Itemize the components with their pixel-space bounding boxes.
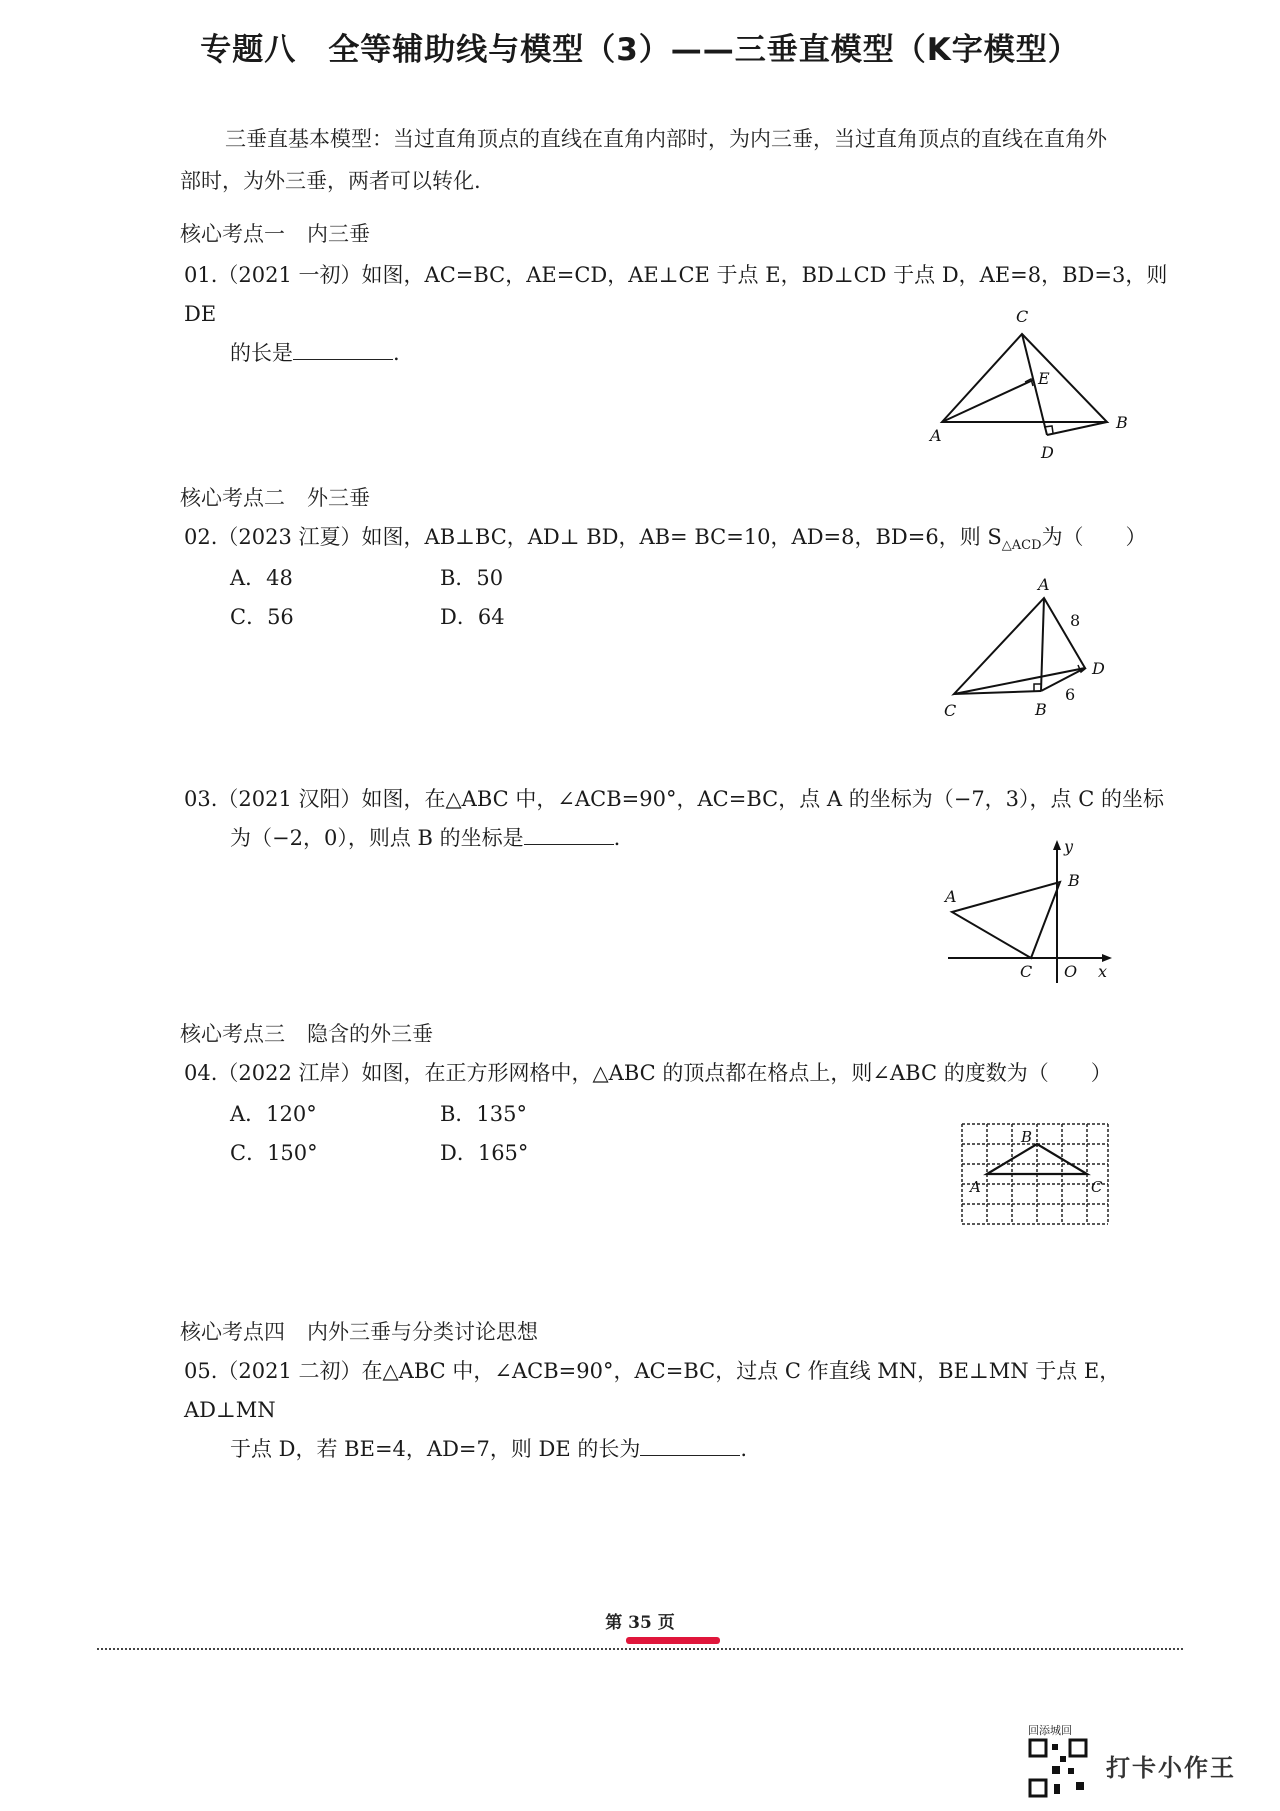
section-label: 核心考点三 [180,1022,285,1046]
question-text: 如图，AB⊥BC，AD⊥ BD，AB= BC=10，AD=8，BD=6，则 S [361,525,1002,549]
question-number: 05. [184,1359,218,1383]
section-heading-1 [180,218,370,248]
figure-q2 [940,570,1140,730]
question-period: . [740,1437,748,1461]
option-c[interactable]: C．150° [230,1141,318,1165]
label-length-6: 6 [1065,685,1076,704]
question-number: 01. [184,263,218,287]
label-b: B [1035,700,1047,719]
label-a: A [970,1178,981,1196]
answer-paren: 为（ ） [1041,525,1147,549]
section-name: 内外三垂与分类讨论思想 [307,1320,538,1344]
label-d: D [1092,659,1105,678]
question-04 [184,1054,1184,1093]
intro-paragraph [180,118,1180,202]
label-o: O [1064,962,1078,981]
section-heading-3 [180,1018,433,1048]
answer-blank[interactable] [293,341,393,360]
label-a: A [945,887,957,906]
watermark-text: 打卡小作王 [1106,1754,1236,1782]
question-number: 03. [184,787,218,811]
question-number: 04. [184,1061,218,1085]
label-c: C [944,701,957,720]
figure-q4-grid [960,1122,1112,1232]
label-a: A [930,426,942,445]
label-y: y [1064,837,1074,856]
section-label: 核心考点四 [180,1320,285,1344]
option-a[interactable]: A．48 [230,566,293,590]
label-c: C [1091,1178,1103,1196]
question-text-cont: 于点 D，若 BE=4，AD=7，则 DE 的长为 [230,1437,641,1461]
question-text: 如图，在△ABC 中，∠ACB=90°，AC=BC，点 A 的坐标为（−7，3），点 C 的坐标 [361,787,1164,811]
question-05 [184,1352,1184,1469]
label-b: B [1021,1128,1033,1146]
label-a: A [1038,575,1050,594]
question-period: . [393,341,400,365]
page-title: 专题八 全等辅助线与模型（3）——三垂直模型（K字模型） [200,32,1080,68]
question-number: 02. [184,525,218,549]
segment-ae [942,380,1033,422]
question-text: 如图，AC=BC，AE=CD，AE⊥CE 于点 E，BD⊥CD 于点 D，AE=8，BD=3，则 DE [184,263,1168,326]
question-text: 如图，在正方形网格中，△ABC 的顶点都在格点上，则∠ABC 的度数为（ ） [361,1061,1112,1085]
question-02 [184,518,1184,565]
section-label: 核心考点一 [180,222,285,246]
figure-q1 [930,300,1150,470]
question-text-cont: 为（−2，0），则点 B 的坐标是 [230,826,524,850]
question-source: （2021 一初） [217,263,362,287]
question-text-cont: 的长是 [230,341,293,365]
option-a[interactable]: A．120° [230,1102,317,1126]
question-period: . [613,826,621,850]
triangle-acd [954,598,1085,694]
answer-blank[interactable] [524,826,614,845]
triangle-abc [952,882,1060,958]
y-axis-arrow [1053,840,1061,850]
option-b[interactable]: B．50 [440,566,504,590]
figure-q3 [940,838,1120,998]
question-source: （2021 二初） [217,1359,362,1383]
right-angle-b [1034,684,1041,691]
section-name: 外三垂 [307,486,370,510]
label-b: B [1116,413,1128,432]
option-d[interactable]: D．165° [440,1141,529,1165]
area-subscript: △ACD [1001,538,1042,554]
label-length-8: 8 [1070,611,1081,630]
footer-divider [97,1648,1183,1650]
section-heading-4 [180,1316,538,1346]
option-d[interactable]: D．64 [440,605,505,629]
label-d: D [1041,443,1054,462]
x-axis-arrow [1102,954,1112,962]
section-name: 隐含的外三垂 [307,1022,433,1046]
intro-line-1: 三垂直基本模型：当过直角顶点的直线在直角内部时，为内三垂，当过直角顶点的直线在直角外 [225,127,1107,151]
qr-label: 回添城回 [1028,1724,1072,1737]
option-b[interactable]: B．135° [440,1102,528,1126]
section-heading-2 [180,482,370,512]
option-c[interactable]: C．56 [230,605,294,629]
section-label: 核心考点二 [180,486,285,510]
label-c: C [1020,962,1033,981]
page-number: 第 35 页 [605,1613,675,1633]
page-number-underline [626,1637,720,1644]
label-c: C [1016,307,1029,326]
qr-code-icon [1028,1738,1088,1798]
question-source: （2021 汉阳） [217,787,362,811]
question-source: （2022 江岸） [217,1061,362,1085]
label-x: x [1098,962,1108,981]
label-b: B [1068,871,1080,890]
section-name: 内三垂 [307,222,370,246]
question-source: （2023 江夏） [217,525,362,549]
question-text: 在△ABC 中，∠ACB=90°，AC=BC，过点 C 作直线 MN，BE⊥MN 于点 E，AD⊥MN [184,1359,1121,1422]
answer-blank[interactable] [640,1437,740,1456]
label-e: E [1038,369,1050,388]
watermark-corner [1028,1724,1258,1798]
intro-line-2: 部时，为外三垂，两者可以转化. [180,169,481,193]
segment-bd [1047,422,1107,435]
